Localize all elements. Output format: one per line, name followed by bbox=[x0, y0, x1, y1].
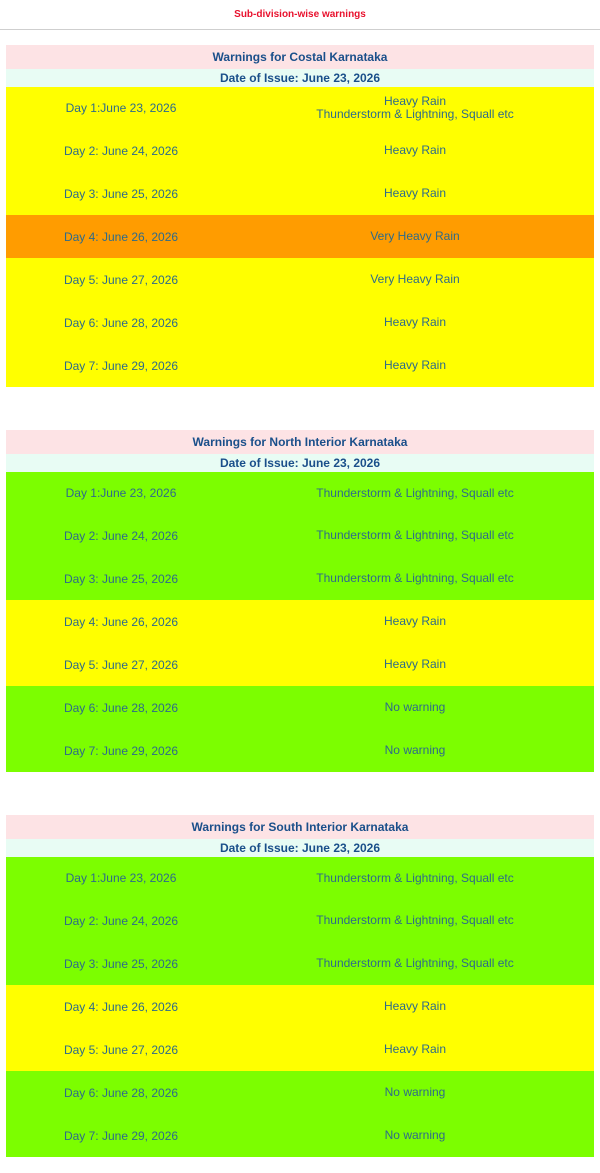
page-title: Sub-division-wise warnings bbox=[0, 0, 600, 30]
day-label: Day 4: June 26, 2026 bbox=[63, 614, 179, 629]
day-label: Day 3: June 25, 2026 bbox=[63, 956, 179, 971]
day-label: Day 3: June 25, 2026 bbox=[63, 571, 179, 586]
warning-row bbox=[6, 899, 594, 942]
day-label: Day 7: June 29, 2026 bbox=[63, 358, 179, 373]
warning-line: No warning bbox=[384, 743, 446, 757]
warning-line: Heavy Rain bbox=[383, 657, 447, 671]
warning-line: Thunderstorm & Lightning, Squall etc bbox=[316, 870, 514, 885]
warning-line: Heavy Rain bbox=[383, 315, 447, 329]
warning-row bbox=[6, 686, 594, 729]
date-of-issue: Date of Issue: June 23, 2026 bbox=[6, 69, 594, 87]
day-label: Day 6: June 28, 2026 bbox=[63, 700, 179, 715]
day-label: Day 2: June 24, 2026 bbox=[63, 913, 179, 928]
warning-line: Heavy Rain bbox=[383, 186, 447, 200]
warning-line: Heavy Rain bbox=[383, 999, 447, 1013]
day-label: Day 1:June 23, 2026 bbox=[65, 101, 177, 115]
warning-text bbox=[236, 487, 594, 500]
day-label: Day 7: June 29, 2026 bbox=[63, 1128, 179, 1143]
warning-line: Heavy Rain bbox=[383, 358, 447, 372]
warning-line: No warning bbox=[384, 700, 446, 714]
warning-line: Thunderstorm & Lightning, Squall etc bbox=[316, 571, 514, 585]
date-of-issue: Date of Issue: June 23, 2026 bbox=[6, 454, 594, 472]
warning-line: Heavy Rain bbox=[383, 143, 447, 157]
day-label: Day 6: June 28, 2026 bbox=[63, 1085, 179, 1100]
warning-text bbox=[236, 957, 594, 970]
warning-row bbox=[6, 942, 594, 985]
warning-row bbox=[6, 87, 594, 129]
section-title: Warnings for South Interior Karnataka bbox=[6, 815, 594, 839]
warning-row bbox=[6, 172, 594, 215]
day-label: Day 4: June 26, 2026 bbox=[63, 999, 179, 1014]
warning-text bbox=[236, 273, 594, 286]
section-title: Warnings for North Interior Karnataka bbox=[6, 430, 594, 454]
warning-text bbox=[236, 701, 594, 714]
warning-row bbox=[6, 857, 594, 899]
warning-text bbox=[236, 1000, 594, 1013]
warning-text bbox=[236, 359, 594, 372]
warning-row bbox=[6, 600, 594, 643]
day-label: Day 2: June 24, 2026 bbox=[63, 528, 179, 543]
warning-line: Thunderstorm & Lightning, Squall etc bbox=[316, 913, 514, 927]
warning-line: Very Heavy Rain bbox=[370, 272, 460, 286]
warning-line: No warning bbox=[384, 1085, 446, 1099]
warning-text bbox=[236, 1129, 594, 1142]
warning-line: Thunderstorm & Lightning, Squall etc bbox=[316, 528, 514, 542]
section-title: Warnings for Costal Karnataka bbox=[6, 45, 594, 69]
warning-text bbox=[236, 316, 594, 329]
warning-row bbox=[6, 1028, 594, 1071]
warning-text bbox=[236, 187, 594, 200]
day-label: Day 1:June 23, 2026 bbox=[65, 486, 177, 500]
warning-text bbox=[236, 658, 594, 671]
warning-text bbox=[236, 95, 594, 121]
warning-row bbox=[6, 1071, 594, 1114]
warning-text bbox=[236, 1086, 594, 1099]
warning-line: Thunderstorm & Lightning, Squall etc bbox=[316, 956, 514, 970]
warning-line: Thunderstorm & Lightning, Squall etc bbox=[316, 107, 514, 121]
warning-row bbox=[6, 129, 594, 172]
warning-text bbox=[236, 572, 594, 585]
warning-section-coastal bbox=[6, 45, 594, 387]
day-label: Day 2: June 24, 2026 bbox=[63, 143, 179, 158]
warning-line: Very Heavy Rain bbox=[370, 229, 460, 243]
day-label: Day 7: June 29, 2026 bbox=[63, 743, 179, 758]
day-label: Day 1:June 23, 2026 bbox=[65, 871, 177, 885]
warning-row bbox=[6, 215, 594, 258]
day-label: Day 5: June 27, 2026 bbox=[63, 1042, 179, 1057]
warning-text bbox=[236, 1043, 594, 1056]
day-label: Day 4: June 26, 2026 bbox=[63, 229, 179, 244]
warning-row bbox=[6, 729, 594, 772]
warning-row bbox=[6, 514, 594, 557]
warning-section-south-interior bbox=[6, 815, 594, 1157]
day-label: Day 6: June 28, 2026 bbox=[63, 315, 179, 330]
warning-line: No warning bbox=[384, 1128, 446, 1142]
date-of-issue: Date of Issue: June 23, 2026 bbox=[6, 839, 594, 857]
warning-text bbox=[236, 744, 594, 757]
warning-row bbox=[6, 985, 594, 1028]
day-label: Day 5: June 27, 2026 bbox=[63, 657, 179, 672]
warning-row bbox=[6, 344, 594, 387]
warning-row bbox=[6, 557, 594, 600]
warning-text bbox=[236, 144, 594, 157]
warning-line: Heavy Rain bbox=[383, 614, 447, 628]
warning-line: Thunderstorm & Lightning, Squall etc bbox=[316, 485, 514, 500]
warning-row bbox=[6, 472, 594, 514]
warning-row bbox=[6, 258, 594, 301]
warning-row bbox=[6, 1114, 594, 1157]
warning-line: Heavy Rain bbox=[383, 94, 447, 108]
warning-row bbox=[6, 643, 594, 686]
day-label: Day 5: June 27, 2026 bbox=[63, 272, 179, 287]
warning-line: Heavy Rain bbox=[383, 1042, 447, 1056]
warning-text bbox=[236, 872, 594, 885]
day-label: Day 3: June 25, 2026 bbox=[63, 186, 179, 201]
warning-text bbox=[236, 529, 594, 542]
warning-text bbox=[236, 914, 594, 927]
warning-text bbox=[236, 230, 594, 243]
warning-row bbox=[6, 301, 594, 344]
warning-section-north-interior bbox=[6, 430, 594, 772]
warning-text bbox=[236, 615, 594, 628]
